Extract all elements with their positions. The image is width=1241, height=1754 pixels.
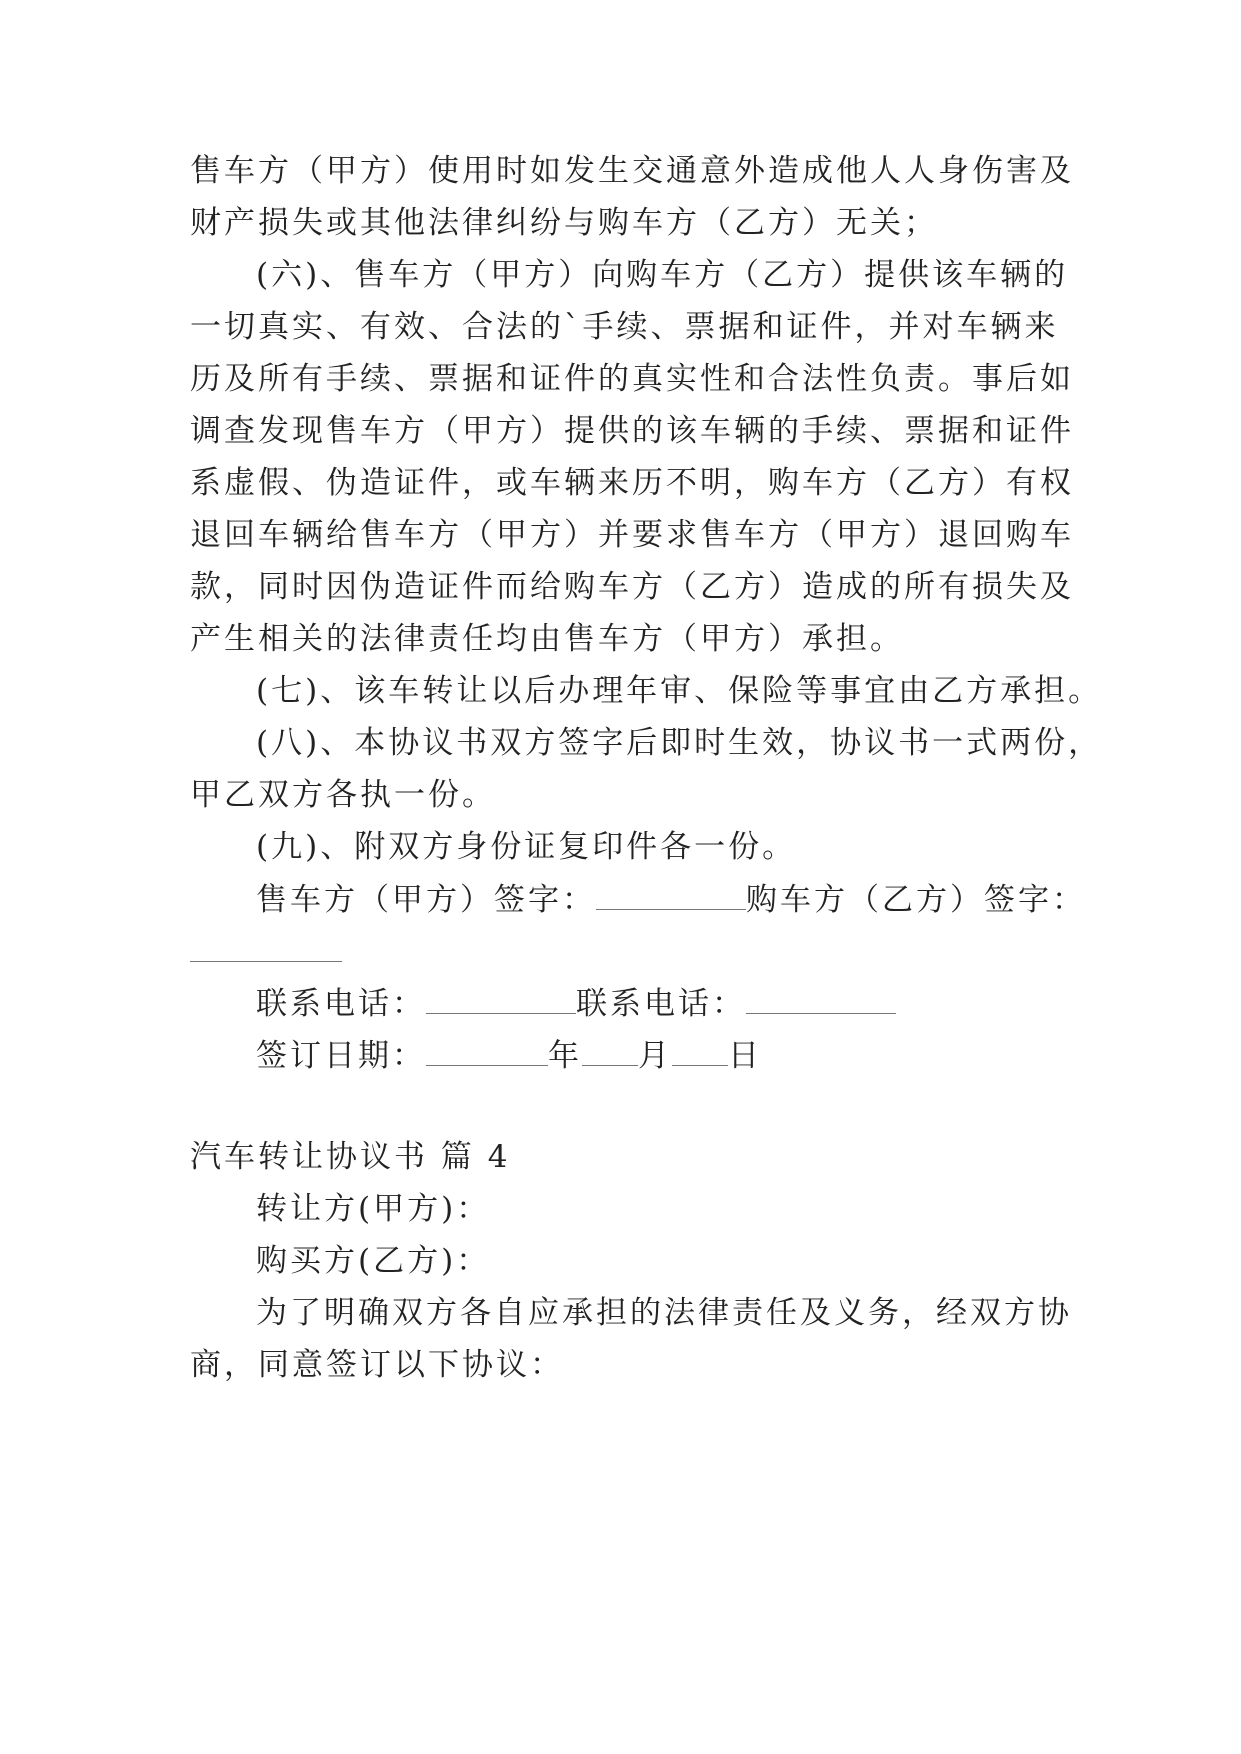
transferor-line: 转让方(甲方)：	[256, 1191, 491, 1227]
paragraph-line: 一切真实、有效、合法的`手续、票据和证件，并对车辆来	[190, 309, 1059, 345]
seller-signature-blank	[596, 879, 746, 910]
paragraph-line: 系虚假、伪造证件，或车辆来历不明，购车方（乙方）有权	[190, 465, 1074, 501]
buyer-phone-blank	[746, 983, 896, 1014]
clause-9-line: (九)、附双方身份证复印件各一份。	[256, 829, 797, 865]
year-blank	[426, 1035, 548, 1066]
intro-line-continued: 商，同意签订以下协议：	[190, 1347, 564, 1383]
paragraph-line: 财产损失或其他法律纠纷与购车方（乙方）无关；	[190, 205, 938, 241]
month-label: 月	[638, 1038, 672, 1074]
paragraph-line: 甲乙双方各执一份。	[190, 777, 496, 813]
buyer-signature-blank	[190, 931, 342, 962]
paragraph-line: 产生相关的法律责任均由售车方（甲方）承担。	[190, 621, 904, 657]
day-label: 日	[728, 1038, 762, 1074]
paragraph-line: 售车方（甲方）使用时如发生交通意外造成他人人身伤害及	[190, 153, 1074, 189]
paragraph-line: 退回车辆给售车方（甲方）并要求售车方（甲方）退回购车	[190, 517, 1074, 553]
paragraph-line: 调查发现售车方（甲方）提供的该车辆的手续、票据和证件	[190, 413, 1074, 449]
seller-phone-blank	[426, 983, 576, 1014]
buyer-phone-label: 联系电话：	[576, 986, 746, 1022]
buyer-line: 购买方(乙方)：	[256, 1243, 491, 1279]
seller-signature-label: 售车方（甲方）签字：	[256, 882, 596, 918]
month-blank	[582, 1035, 638, 1066]
clause-6-line: (六)、售车方（甲方）向购车方（乙方）提供该车辆的	[256, 257, 1069, 293]
signature-row	[256, 879, 1086, 920]
intro-line: 为了明确双方各自应承担的法律责任及义务，经双方协	[256, 1295, 1072, 1331]
clause-8-line: (八)、本协议书双方签字后即时生效，协议书一式两份，	[256, 725, 1103, 761]
signature-row-continued	[190, 931, 342, 972]
day-blank	[672, 1035, 728, 1066]
seller-phone-label: 联系电话：	[256, 986, 426, 1022]
date-row	[256, 1035, 762, 1076]
year-label: 年	[548, 1038, 582, 1074]
paragraph-line: 历及所有手续、票据和证件的真实性和合法性负责。事后如	[190, 361, 1074, 397]
section-title: 汽车转让协议书 篇 4	[190, 1139, 511, 1175]
phone-row	[256, 983, 896, 1024]
paragraph-line: 款，同时因伪造证件而给购车方（乙方）造成的所有损失及	[190, 569, 1074, 605]
clause-7-line: (七)、该车转让以后办理年审、保险等事宜由乙方承担。	[256, 673, 1103, 709]
buyer-signature-label: 购车方（乙方）签字：	[746, 882, 1086, 918]
date-label: 签订日期：	[256, 1038, 426, 1074]
